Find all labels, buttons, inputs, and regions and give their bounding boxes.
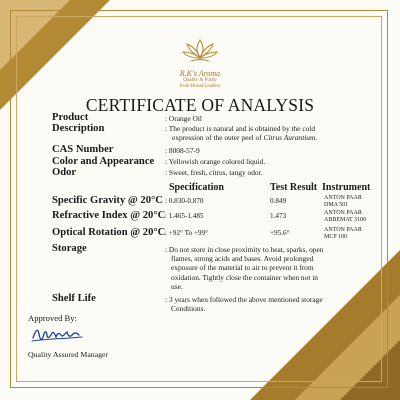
optical-rotation-label: Optical Rotation @ 20°C <box>52 227 166 238</box>
odor-value: : Sweet, fresh, citrus, tangy odor. <box>165 168 263 177</box>
optical-rotation-result: +95.6° <box>270 229 290 237</box>
shelf-life-label: Shelf Life <box>52 293 96 304</box>
color-appearance-label: Color and Appearance <box>52 156 155 167</box>
logo-brand-name: R.K's Aroma <box>179 69 221 78</box>
logo-tagline-2: from Broad Leaders <box>179 84 221 89</box>
odor-label: Odor <box>52 167 77 178</box>
description-label: Description <box>52 123 105 134</box>
optical-rotation-instrument: ANTON PAAR MCP 100 <box>324 227 362 240</box>
description-line-1: : The product is natural and is obtained by the cold <box>165 124 316 133</box>
specific-gravity-instrument: ANTON PAAR DMA 501 <box>324 195 362 208</box>
signature-image <box>30 324 90 346</box>
logo-tagline: Quality & Purity <box>183 78 217 83</box>
lotus-icon <box>182 38 218 64</box>
shelf-life-text: : 3 years when followed the above mentioned storage Conditions. <box>165 295 323 314</box>
color-appearance-value: : Yellowish orange colored liquid. <box>165 157 266 166</box>
instrument-header: Instrument <box>322 182 371 193</box>
optical-rotation-spec: : +92° To +99° <box>165 229 208 237</box>
storage-text: : Do not store in close proximity to heat, sparks, open flames, strong acids and bases. Avoid prolonged exposure of the material to air to prevent it from oxidation. Tightly close the container when not in use. <box>165 245 324 291</box>
refractive-index-instrument: ANTON PAAR ABBEMAT 3100 <box>324 210 367 223</box>
company-logo <box>165 38 235 96</box>
specific-gravity-result: 0.849 <box>270 197 287 205</box>
specific-gravity-spec: : 0.830-0.870 <box>165 197 204 205</box>
description-line-2: expression of the outer peel of Citrus Aurantium. <box>172 133 318 142</box>
quality-manager-label: Quality Assured Manager <box>28 350 109 359</box>
cas-number-label: CAS Number <box>52 144 114 155</box>
cas-number-value: : 8008-57-9 <box>165 146 200 155</box>
storage-label: Storage <box>52 243 87 254</box>
product-label: Product <box>52 112 89 123</box>
specification-header: Specification <box>169 182 224 193</box>
refractive-index-spec: : 1.465-1.485 <box>165 212 204 220</box>
refractive-index-result: 1.473 <box>270 212 287 220</box>
certificate-title: CERTIFICATE OF ANALYSIS <box>85 95 315 115</box>
refractive-index-label: Refractive Index @ 20°C <box>52 210 166 221</box>
product-value: : Orange Oil <box>165 114 202 123</box>
approved-by-label: Approved By: <box>28 313 77 323</box>
specific-gravity-label: Specific Gravity @ 20°C <box>52 195 163 206</box>
test-result-header: Test Result <box>270 182 318 193</box>
